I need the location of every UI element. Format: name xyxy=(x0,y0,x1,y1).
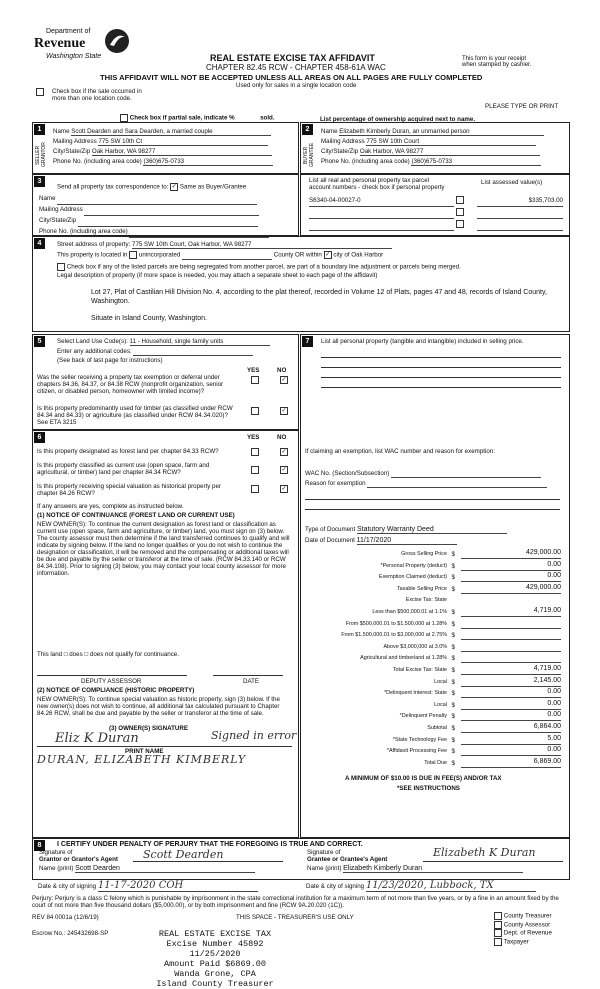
section-4-property xyxy=(32,236,570,332)
buyer-name-label: Name xyxy=(321,128,338,135)
grantee-sig-label-1: Signature of xyxy=(307,849,341,856)
land-use-code[interactable]: 11 - Household, single family units xyxy=(130,338,270,346)
tax-row-value[interactable]: 0.00 xyxy=(461,711,561,721)
s6-q3: Is this property receiving special valuation as historical property per chapter 84.26 RCW? xyxy=(37,483,221,497)
s5-q1-yes[interactable] xyxy=(251,376,259,384)
doc-date-row xyxy=(305,537,457,545)
personal-property-checkbox[interactable] xyxy=(456,208,464,216)
seller-csz-row xyxy=(53,148,293,158)
perjury-statement: Perjury: Perjury is a class C felony which is punishable by imprisonment in the state correctional institution for a maximum term of not more than five years, or by a fine in an amount fixed by the court of not more than five thousand dollars ($5,000.00), or by both imprisonment and fine (RCW 9A.20.020 (1C)). xyxy=(32,895,559,909)
doc-type-row xyxy=(305,526,507,534)
tax-row-label: From $1,500,000.01 to $3,000,000 at 2.75% xyxy=(341,632,447,639)
section-1-seller xyxy=(32,122,299,174)
seller-phone[interactable]: (360)675-0733 xyxy=(143,158,273,166)
located-label: This property is located in xyxy=(57,251,128,259)
addl-codes-row xyxy=(57,348,253,356)
print-name-label: PRINT NAME xyxy=(125,748,164,755)
wac-no-field[interactable] xyxy=(391,470,541,478)
doc-date-label: Date of Document xyxy=(305,537,355,544)
corr-csz-field[interactable] xyxy=(78,216,258,227)
owner-signature[interactable]: Eliz K Duran xyxy=(55,731,139,746)
parcel-row xyxy=(309,207,469,219)
tax-row-label: *Affidavit Processing Fee xyxy=(386,748,447,755)
grantor-date-row xyxy=(38,880,258,892)
s6-q2-no[interactable]: ✓ xyxy=(281,467,287,473)
grantee-print-name[interactable]: Elizabeth Kimberly Duran xyxy=(343,865,523,873)
buyer-side-label: BUYER GRANTEE xyxy=(303,142,315,168)
dollar-sign: $ xyxy=(451,736,455,744)
tax-row-value[interactable]: 429,000.00 xyxy=(461,584,561,594)
tax-row-label: Local xyxy=(434,678,447,685)
seller-name-row xyxy=(53,128,293,138)
stamp-line: REAL ESTATE EXCISE TAX xyxy=(158,929,272,939)
segregate-row xyxy=(57,263,461,271)
notice-continuance-heading: (1) NOTICE OF CONTINUANCE (FOREST LAND OR CURRENT USE) xyxy=(37,512,235,519)
deputy-date-label: DATE xyxy=(243,678,260,685)
logo-dept: Department of xyxy=(46,28,91,35)
street-address[interactable]: 775 SW 10th Court, Oak Harbor, WA 98277 xyxy=(132,241,392,249)
street-label: Street address of property: xyxy=(57,241,131,248)
corr-mail-row xyxy=(39,205,289,216)
parcel-row xyxy=(309,195,469,207)
stamp-line: 11/25/2020 xyxy=(189,949,241,959)
tax-row-label: Exemption Claimed (deduct) xyxy=(378,574,447,581)
dist-treasurer-checkbox[interactable] xyxy=(494,912,502,920)
section-5-land-use xyxy=(32,334,299,430)
exemption-reason-row xyxy=(305,480,547,488)
form-chapter: CHAPTER 82.45 RCW - CHAPTER 458-61A WAC xyxy=(206,63,386,72)
dollar-sign: $ xyxy=(451,585,455,593)
single-location-note: Used only for sales in a single location code xyxy=(236,82,357,89)
grantor-name-row xyxy=(39,865,255,873)
form-revision: REV 84 0001a (12/6/19) xyxy=(32,914,99,921)
section-8-certification xyxy=(32,838,570,880)
seller-csz-label: City/State/Zip xyxy=(53,148,91,155)
tax-row-label: Gross Selling Price xyxy=(401,551,447,557)
tax-row-value[interactable]: 0.00 xyxy=(461,572,561,582)
tax-row-label: Above $3,000,000 at 3.0% xyxy=(383,643,447,650)
multi-location-check xyxy=(36,88,44,96)
wac-no-label: WAC No. (Section/Subsection) xyxy=(305,470,390,477)
section-6-designation xyxy=(32,430,299,838)
section-3-correspondence xyxy=(32,174,299,236)
dollar-sign: $ xyxy=(451,608,455,616)
seller-phone-label: Phone No. (including area code) xyxy=(53,158,142,165)
corr-csz-row xyxy=(39,216,289,227)
sold-label: sold. xyxy=(260,114,275,122)
exemption-reason-label: Reason for exemption xyxy=(305,480,366,487)
dollar-sign: $ xyxy=(451,666,455,674)
dollar-sign: $ xyxy=(451,690,455,698)
notice-continuance-text: NEW OWNER(S): To continue the current designation as forest land or classification as current use (open space, farm and agriculture, or timber) land, you must sign on (3) below. The county assessor must then determine if the land transferred continues to qualify and will indicate by signing below. If the land no longer qualifies or you do not wish to continue the designation or classification, it will be removed and the compensating or additional taxes will be due and payable by the seller or transferor at the time of sale. (RCW 84.33.140 or RCW 84.34.108). Prior to signing (3) below, you may contact your local county assessor for more information. xyxy=(37,521,290,577)
ownership-note: List percentage of ownership acquired next to name. xyxy=(320,116,476,123)
s6-q1: Is this property designated as forest land per chapter 84.33 RCW? xyxy=(37,448,219,455)
tax-row-value[interactable]: 4,719.00 xyxy=(461,665,561,675)
tax-row-value[interactable]: 4,719.00 xyxy=(461,607,561,617)
tax-row xyxy=(301,665,565,677)
dollar-sign: $ xyxy=(451,724,455,732)
dist-taxpayer-label: Taxpayer xyxy=(503,938,529,946)
county-label: County OR within xyxy=(273,251,322,259)
tax-row-label: Excise Tax: State xyxy=(405,597,447,604)
street-row xyxy=(57,241,392,249)
tax-row-value[interactable] xyxy=(461,653,561,663)
dollar-sign: $ xyxy=(451,748,455,756)
buyer-csz-label: City/State/Zip xyxy=(321,148,359,155)
grantor-name-label: Name (print) xyxy=(39,865,74,872)
tax-row xyxy=(301,642,565,654)
s5-q2-no[interactable]: ✓ xyxy=(281,408,287,414)
personal-property-checkbox[interactable] xyxy=(456,220,464,228)
multi-location-label: Check box if the sale occurred in more than one location code. xyxy=(52,88,142,102)
corr-name-label: Name xyxy=(39,195,56,202)
tax-row xyxy=(301,653,565,665)
grantor-sig-label-2: Grantor or Grantor's Agent xyxy=(39,856,118,863)
section-5-tag: 5 xyxy=(34,336,45,347)
wac-exemption-label: If claiming an exemption, list WAC number and reason for exemption: xyxy=(305,448,495,455)
tax-row-value[interactable] xyxy=(461,630,561,640)
tax-row-value[interactable]: 2,145.00 xyxy=(461,677,561,687)
corr-phone-label: Phone No. (including area code) xyxy=(39,228,128,235)
tax-row xyxy=(301,561,565,573)
buyer-csz[interactable]: Oak Harbor, WA 98277 xyxy=(360,148,540,156)
notice-compliance-text: NEW OWNER(S): To continue special valuation as historic property, sign (3) below. If the new owner(s) does not wish to continue, all additional tax calculated pursuant to Chapter 84.26 RCW, shall be due and payable by the seller or transferor at the time of sale. xyxy=(37,696,280,717)
tax-row-label: From $500,000.01 to $1,500,000 at 1.28% xyxy=(345,620,447,627)
s6-yes-header: YES xyxy=(247,434,260,441)
buyer-phone-label: Phone No. (including area code) xyxy=(321,158,410,165)
dist-treasurer xyxy=(494,912,552,921)
dist-taxpayer xyxy=(494,938,552,947)
dollar-sign: $ xyxy=(451,655,455,663)
dist-taxpayer-checkbox[interactable] xyxy=(494,938,502,946)
dollar-sign: $ xyxy=(451,713,455,721)
tax-row-value[interactable]: 0.00 xyxy=(461,700,561,710)
tax-row-label: *Delinquent Penalty xyxy=(399,713,447,720)
owner-print-name[interactable]: DURAN, ELIZABETH KIMBERLY xyxy=(37,753,247,766)
segregate-label: Check box if any of the listed parcels are being segregated from another parcel, are part of a boundary line adjustment or parcels being merged. xyxy=(66,263,461,271)
grantee-date-row xyxy=(306,880,536,892)
tax-row xyxy=(301,758,565,770)
notice-compliance-heading: (2) NOTICE OF COMPLIANCE (HISTORIC PROPERTY) xyxy=(37,687,195,694)
seller-csz[interactable]: Oak Harbor, WA 98277 xyxy=(92,148,272,156)
section-4-tag: 4 xyxy=(34,238,45,249)
if-any-yes: If any answers are yes, complete as instructed below. xyxy=(37,503,184,510)
grantee-name-label: Name (print) xyxy=(307,865,342,872)
doc-type[interactable]: Statutory Warranty Deed xyxy=(357,526,507,534)
send-correspondence-row xyxy=(57,183,246,191)
stamp-line: Excise Number 45892 xyxy=(166,939,264,949)
grantor-sig-label-1: Signature of xyxy=(39,849,73,856)
tax-row xyxy=(301,700,565,712)
s6-q1-no[interactable]: ✓ xyxy=(281,449,287,455)
wac-no-row xyxy=(305,470,541,478)
grantor-print-name[interactable]: Scott Dearden xyxy=(75,865,255,873)
unincorporated-label: unincorporated xyxy=(138,251,181,259)
qualify-continuance: This land □ does □ does not qualify for continuance. xyxy=(37,651,179,658)
section-2-buyer xyxy=(300,122,570,174)
addl-codes-field[interactable] xyxy=(133,348,253,356)
section-7-tag: 7 xyxy=(302,336,313,347)
tax-row xyxy=(301,723,565,735)
dist-treasurer-label: County Treasurer xyxy=(503,912,552,920)
tax-row-label: Total Due xyxy=(424,759,447,766)
grantor-signature[interactable]: Scott Dearden xyxy=(143,848,224,861)
tax-calculation xyxy=(301,549,565,769)
section-1-tag: 1 xyxy=(34,124,45,135)
form-title: REAL ESTATE EXCISE TAX AFFIDAVIT xyxy=(210,53,375,63)
tax-row xyxy=(301,607,565,619)
logo-swoosh-icon xyxy=(104,28,130,54)
tax-row-value[interactable]: 6,864.00 xyxy=(461,723,561,733)
dist-assessor-checkbox[interactable] xyxy=(494,921,502,929)
luc-label: Select Land Use Code(s): xyxy=(57,338,128,345)
seller-name-label: Name xyxy=(53,128,70,135)
logo-revenue: Revenue xyxy=(34,36,86,51)
partial-sale-label: Check box if partial sale, indicate % xyxy=(129,114,235,122)
s6-q2-yes[interactable] xyxy=(251,466,259,474)
partial-sale-checkbox[interactable] xyxy=(120,114,128,122)
tax-row xyxy=(301,572,565,584)
minimum-due: A MINIMUM OF $10.00 IS DUE IN FEE(S) AND/OR TAX xyxy=(345,775,502,782)
certify-statement: I CERTIFY UNDER PENALTY OF PERJURY THAT THE FOREGOING IS TRUE AND CORRECT. xyxy=(57,841,363,848)
tax-row-value[interactable]: 0.00 xyxy=(461,561,561,571)
tax-row xyxy=(301,711,565,723)
situate-text: Situate in Island County, Washington. xyxy=(91,315,207,322)
dollar-sign: $ xyxy=(451,574,455,582)
buyer-mail-row xyxy=(321,138,565,148)
tax-row-label: Subtotal xyxy=(427,724,447,731)
tax-row-value[interactable] xyxy=(461,619,561,629)
dist-assessor-label: County Assessor xyxy=(503,921,551,929)
parcel-header: List all real and personal property tax parcel account numbers - check box if personal property xyxy=(309,177,445,191)
logo-state: Washington State xyxy=(46,53,102,60)
seller-name[interactable]: Scott Dearden and Sara Dearden, a married couple xyxy=(71,128,271,136)
stamp-line: Island County Treasurer xyxy=(156,979,274,989)
dollar-sign: $ xyxy=(451,562,455,570)
s5-no-header: NO xyxy=(277,367,287,374)
distribution-list xyxy=(494,912,552,947)
tax-row-label: Total Excise Tax: State xyxy=(392,666,447,673)
segregate-checkbox[interactable] xyxy=(57,263,65,271)
grantee-signature[interactable]: Elizabeth K Duran xyxy=(433,846,536,859)
form-warning: THIS AFFIDAVIT WILL NOT BE ACCEPTED UNLESS ALL AREAS ON ALL PAGES ARE FULLY COMPLETED xyxy=(100,73,483,82)
corr-mail-label: Mailing Address xyxy=(39,206,83,213)
parcel-number[interactable]: S6340-04-00027-0 xyxy=(309,195,454,207)
grantee-date-city[interactable]: 11/23/2020, Lubbock, TX xyxy=(366,880,536,892)
assessed-values xyxy=(477,195,563,231)
tax-row-value[interactable] xyxy=(461,642,561,652)
parcel-row xyxy=(309,219,469,231)
dist-dor-checkbox[interactable] xyxy=(494,929,502,937)
dist-dor-label: Dept. of Revenue xyxy=(503,929,552,937)
stamp-line: Amount Paid $6869.00 xyxy=(163,959,267,969)
seller-side-label: SELLER GRANTOR xyxy=(35,142,47,168)
buyer-phone[interactable]: (360)675-0733 xyxy=(411,158,541,166)
s6-q3-yes[interactable] xyxy=(251,485,259,493)
city-checkbox[interactable]: ✓ xyxy=(325,252,331,258)
tax-row-label: *Personal Property (deduct) xyxy=(380,562,447,569)
signed-in-error-note: Signed in error xyxy=(211,729,297,742)
parcel-list xyxy=(309,195,469,231)
grantor-date-label: Date & city of signing xyxy=(38,883,97,890)
parcel-box xyxy=(300,174,570,236)
corr-name-row xyxy=(39,194,289,205)
grantor-date-city[interactable]: 11-17-2020 COH xyxy=(98,880,258,892)
city-label: city of Oak Harbor xyxy=(333,251,384,259)
send-label: Send all property tax correspondence to: xyxy=(57,183,169,191)
buyer-mail[interactable]: 775 SW 10th Court xyxy=(366,138,536,146)
grantee-date-label: Date & city of signing xyxy=(306,883,365,890)
dist-assessor xyxy=(494,921,552,930)
s6-q1-yes[interactable] xyxy=(251,448,259,456)
buyer-phone-row xyxy=(321,158,565,168)
section-6-tag: 6 xyxy=(34,432,45,443)
tax-row-label: *Delinquent Interest: State xyxy=(384,690,447,697)
tax-row-label: Less than $500,000.01 at 1.1% xyxy=(372,608,447,615)
stamp-line: Wanda Grone, CPA xyxy=(174,969,256,979)
receipt-note: This form is your receipt when stamped by cashier. xyxy=(462,56,532,68)
tax-row-value[interactable]: 429,000.00 xyxy=(461,549,561,559)
buyer-mail-label: Mailing Address xyxy=(321,138,365,145)
addl-codes-label: Enter any additional codes: xyxy=(57,348,132,355)
treasurer-stamp xyxy=(140,929,290,989)
tax-row-label: Taxable Selling Price xyxy=(396,585,447,592)
dor-logo xyxy=(34,28,134,68)
s5-yes-header: YES xyxy=(247,367,260,374)
tax-row-value[interactable]: 5.00 xyxy=(461,735,561,745)
type-or-print: PLEASE TYPE OR PRINT xyxy=(485,103,559,110)
dollar-sign: $ xyxy=(451,620,455,628)
s6-no-header: NO xyxy=(277,434,287,441)
tax-row xyxy=(301,619,565,631)
tax-row xyxy=(301,677,565,689)
unincorporated-checkbox[interactable] xyxy=(129,251,137,259)
dollar-sign: $ xyxy=(451,643,455,651)
s5-q2-yes[interactable] xyxy=(251,407,259,415)
treasurer-space-label: THIS SPACE - TREASURER'S USE ONLY xyxy=(236,914,354,921)
grantee-name-row xyxy=(307,865,523,873)
tax-row xyxy=(301,549,565,561)
same-as-buyer-label: Same as Buyer/Grantee xyxy=(179,183,247,191)
legal-label: Legal description of property (if more space is needed, you may attach a separate sheet to each page of the affidavit) xyxy=(57,272,378,279)
see-instructions: (See back of last page for instructions) xyxy=(57,357,163,364)
buyer-csz-row xyxy=(321,148,565,158)
seller-mail-row xyxy=(53,138,293,148)
s6-q3-no[interactable]: ✓ xyxy=(281,486,287,492)
corr-mail-field[interactable] xyxy=(84,205,259,216)
seller-mail[interactable]: 775 SW 10th Ct xyxy=(98,138,268,146)
deputy-assessor-label: DEPUTY ASSESSOR xyxy=(81,678,142,685)
tax-row xyxy=(301,630,565,642)
dollar-sign: $ xyxy=(451,551,455,558)
assessed-value[interactable]: $335,703.00 xyxy=(477,195,563,207)
seller-phone-row xyxy=(53,158,293,168)
doc-type-label: Type of Document xyxy=(305,526,356,533)
corr-csz-label: City/State/Zip xyxy=(39,217,77,224)
corr-name-field[interactable] xyxy=(57,194,257,205)
tax-row-label: Agricultural and timberland at 1.28% xyxy=(360,655,447,662)
tax-row xyxy=(301,584,565,596)
dollar-sign: $ xyxy=(451,759,455,767)
section-7-personal-property xyxy=(300,334,570,838)
s5-q2: Is this property predominantly used for timber (as classified under RCW 84.34 and 84.33) or agriculture (as classified under RCW 84.34.020)? See ETA 3215 xyxy=(37,405,233,426)
seller-mail-label: Mailing Address xyxy=(53,138,97,145)
section-2-tag: 2 xyxy=(302,124,313,135)
tax-row xyxy=(301,735,565,747)
multi-location-checkbox[interactable] xyxy=(36,88,44,96)
luc-row xyxy=(57,338,270,346)
section-3-tag: 3 xyxy=(34,176,45,187)
legal-description[interactable]: Lot 27, Plat of Castilian Hill Division No. 4, according to the plat thereof, recorded in Volume 12 of Plats, pages 47 and 48, records of Island County, Washington. xyxy=(91,289,547,305)
buyer-name-row xyxy=(321,128,565,138)
escrow-number: Escrow No.: 245432698-SP xyxy=(32,930,109,937)
deputy-line xyxy=(37,675,187,676)
deputy-date-line xyxy=(213,675,283,676)
located-row xyxy=(57,251,383,260)
personal-property-label: List all personal property (tangible and intangible) included in selling price. xyxy=(321,338,524,345)
grantee-sig-label xyxy=(307,849,387,863)
tax-row-value[interactable]: 0.00 xyxy=(461,746,561,756)
exemption-reason-field[interactable] xyxy=(367,480,547,488)
tax-row xyxy=(301,746,565,758)
see-instructions-note: *SEE INSTRUCTIONS xyxy=(397,785,460,792)
dist-dor xyxy=(494,929,552,938)
same-as-buyer-checkbox[interactable]: ✓ xyxy=(171,184,177,190)
s6-q2: Is this property classified as current use (open space, farm and agricultural, or timber) land per chapter 84.34 RCW? xyxy=(37,462,210,476)
tax-row-value[interactable]: 0.00 xyxy=(461,688,561,698)
dollar-sign: $ xyxy=(451,678,455,686)
tax-row xyxy=(301,595,565,607)
tax-row-label: Local xyxy=(434,701,447,708)
doc-date[interactable]: 11/17/2020 xyxy=(357,537,457,545)
section-8-tag: 8 xyxy=(34,840,45,851)
s5-q1-no[interactable]: ✓ xyxy=(281,377,287,383)
buyer-name[interactable]: Elizabeth Kimberly Duran, an unmarried person xyxy=(339,128,544,136)
personal-property-checkbox[interactable] xyxy=(456,196,464,204)
dollar-sign: $ xyxy=(451,632,455,640)
grantee-sig-label-2: Grantee or Grantee's Agent xyxy=(307,856,388,863)
owner-signature-label: (3) OWNER(S) SIGNATURE xyxy=(109,725,188,732)
tax-row-label: *State Technology Fee xyxy=(392,736,447,743)
dollar-sign: $ xyxy=(451,701,455,709)
tax-row-value[interactable]: 6,869.00 xyxy=(461,758,561,768)
s5-q1: Was the seller receiving a property tax exemption or deferral under chapters 84.36, 84.37, or 84.38 RCW (nonprofit organization, senior citizen, or disabled person, homeowner with limited income)? xyxy=(37,374,224,395)
grantor-sig-label xyxy=(39,849,118,863)
owner-sig-line xyxy=(37,746,292,747)
tax-row xyxy=(301,688,565,700)
assessed-header: List assessed value(s) xyxy=(481,179,543,186)
